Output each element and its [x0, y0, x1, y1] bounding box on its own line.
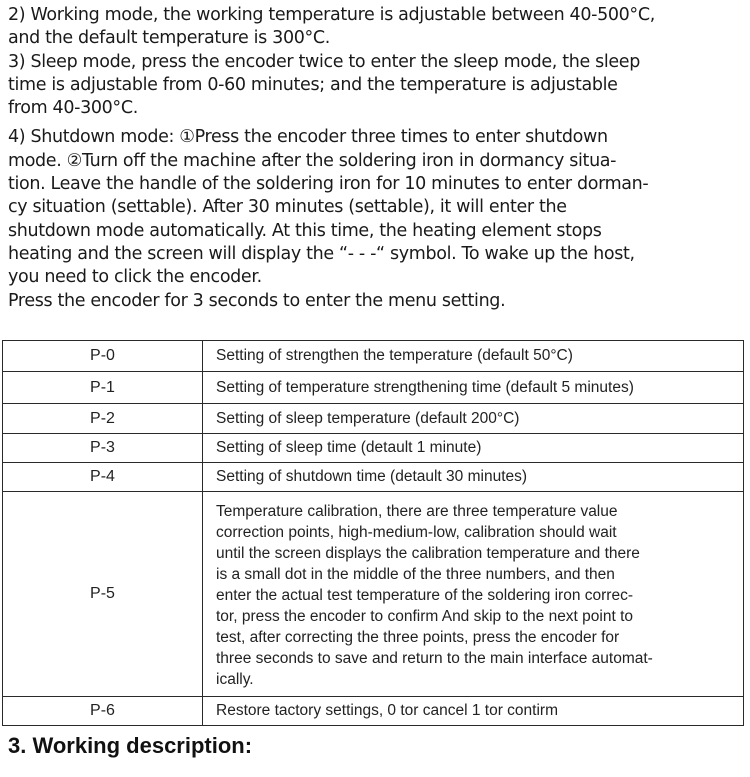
section-heading: 3. Working description: [8, 733, 253, 758]
param-code: P-4 [3, 463, 203, 492]
table-row [3, 434, 744, 463]
description-line: tor, press the encoder to confirm And skip to the next point to [216, 608, 634, 625]
intro-line: 2) Working mode, the working temperature is adjustable between 40-500°C, [8, 5, 655, 25]
table-row [3, 492, 744, 697]
param-description: Setting of strengthen the temperature (default 50°C) [203, 341, 744, 372]
intro-line: you need to click the encoder. [8, 267, 262, 288]
intro-line: mode. ②Turn off the machine after the soldering iron in dormancy situa- [8, 150, 617, 171]
intro-line: 3) Sleep mode, press the encoder twice to enter the sleep mode, the sleep [8, 51, 640, 72]
param-description: Setting of sleep temperature (default 200°C) [203, 404, 744, 434]
param-code: P-5 [3, 492, 203, 697]
param-description: Restore tactory settings, 0 tor cancel 1 tor contirm [203, 697, 744, 726]
intro-line: from 40-300°C. [8, 98, 138, 119]
param-description [203, 492, 744, 697]
description-line: ically. [216, 671, 254, 688]
param-code: P-3 [3, 434, 203, 463]
table-row [3, 697, 744, 726]
description-line: enter the actual test temperature of the soldering iron correc- [216, 587, 633, 604]
description-line: three seconds to save and return to the main interface automat- [216, 650, 653, 667]
param-description: Setting of shutdown time (detault 30 minutes) [203, 463, 744, 492]
table-row [3, 341, 744, 372]
description-line: is a small dot in the middle of the three numbers, and then [216, 566, 615, 583]
param-description: Setting of sleep time (detault 1 minute) [203, 434, 744, 463]
intro-line: heating and the screen will display the “- - -“ symbol. To wake up the host, [8, 243, 635, 264]
param-description: Setting of temperature strengthening time (default 5 minutes) [203, 372, 744, 404]
intro-line: cy situation (settable). After 30 minutes (settable), it will enter the [8, 197, 567, 218]
table-row [3, 463, 744, 492]
intro-text [8, 4, 746, 313]
table-row [3, 404, 744, 434]
description-line: Temperature calibration, there are three temperature value [216, 503, 618, 520]
param-code: P-1 [3, 372, 203, 404]
intro-line: time is adjustable from 0-60 minutes; and the temperature is adjustable [8, 74, 618, 95]
param-code: P-0 [3, 341, 203, 372]
description-line: until the screen displays the calibration temperature and there [216, 545, 640, 562]
description-line: test, after correcting the three points, press the encoder for [216, 629, 620, 646]
menu-parameter-table [2, 340, 744, 726]
param-code: P-6 [3, 697, 203, 726]
intro-line: and the default temperature is 300°C. [8, 28, 330, 49]
intro-line: shutdown mode automatically. At this time, the heating element stops [8, 220, 602, 241]
intro-line: 4) Shutdown mode: ①Press the encoder three times to enter shutdown [8, 127, 608, 148]
table-row [3, 372, 744, 404]
description-line: correction points, high-medium-low, calibration should wait [216, 524, 617, 541]
param-code: P-2 [3, 404, 203, 434]
intro-line: tion. Leave the handle of the soldering iron for 10 minutes to enter dorman- [8, 174, 649, 195]
intro-line: Press the encoder for 3 seconds to enter the menu setting. [8, 290, 506, 311]
